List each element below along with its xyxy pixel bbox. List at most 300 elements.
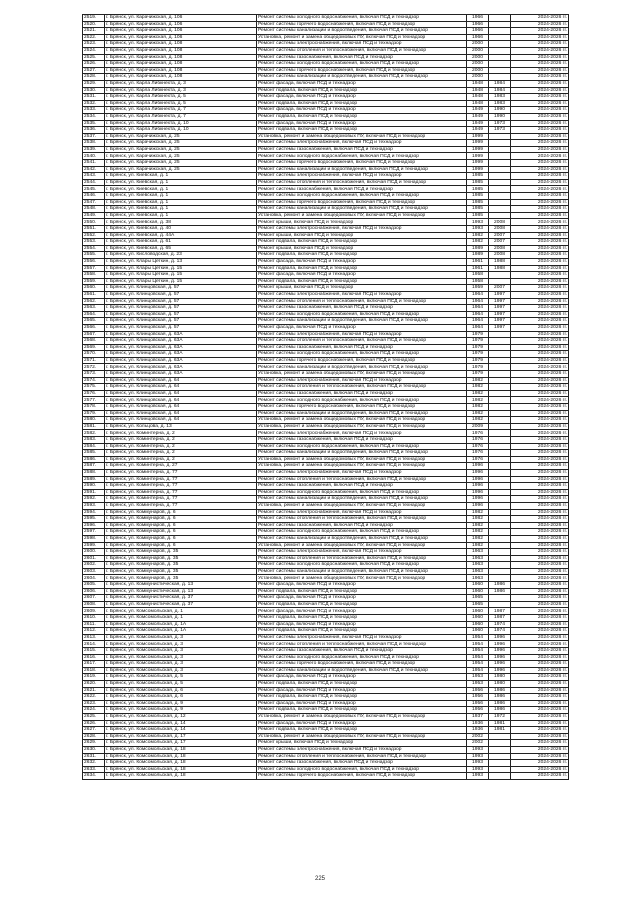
- row-number: 2609.: [83, 608, 105, 615]
- year-built-cell: 1964: [467, 298, 489, 305]
- address-cell: г. Брянск, ул. Киевская, д. 1: [105, 199, 257, 206]
- year-renovated-cell: [489, 450, 511, 457]
- address-cell: г. Брянск, ул. Клинцовская, д. 63А: [105, 371, 257, 378]
- period-cell: 2024-2026 гг.: [511, 212, 569, 219]
- table-row: [83, 41, 569, 48]
- year-renovated-cell: [489, 193, 511, 200]
- work-type-cell: Ремонт подвала, включая ПСД и технадзор: [257, 278, 467, 285]
- period-cell: 2024-2026 гг.: [511, 219, 569, 226]
- period-cell: 2024-2026 гг.: [511, 61, 569, 68]
- period-cell: 2024-2026 гг.: [511, 239, 569, 246]
- work-type-cell: Установка, ремонт и замена общедомовых ПУ, включая ПСД и технадзор: [257, 423, 467, 430]
- year-built-cell: 1982: [467, 390, 489, 397]
- period-cell: 2024-2026 гг.: [511, 661, 569, 668]
- work-type-cell: Ремонт системы отопления и теплоснабжения, включая ПСД и технадзор: [257, 298, 467, 305]
- period-cell: 2024-2026 гг.: [511, 28, 569, 35]
- period-cell: 2024-2026 гг.: [511, 226, 569, 233]
- period-cell: 2024-2026 гг.: [511, 746, 569, 753]
- address-cell: г. Брянск, ул. Киевская, д. 1: [105, 212, 257, 219]
- work-type-cell: Ремонт подвала, включая ПСД и технадзор: [257, 127, 467, 134]
- address-cell: г. Брянск, ул. Киевская, д. 1: [105, 206, 257, 213]
- work-type-cell: Ремонт подвала, включая ПСД и технадзор: [257, 252, 467, 259]
- address-cell: г. Брянск, ул. Карла Либкнехта, д. 10: [105, 127, 257, 134]
- table-row: [83, 245, 569, 252]
- address-cell: г. Брянск, ул. Клинцовская, д. 63А: [105, 351, 257, 358]
- row-number: 2569.: [83, 344, 105, 351]
- address-cell: г. Брянск, ул. Карачижская, д. 108: [105, 61, 257, 68]
- year-renovated-cell: [489, 516, 511, 523]
- year-built-cell: 1979: [467, 357, 489, 364]
- row-number: 2531.: [83, 94, 105, 101]
- table-row: [83, 535, 569, 542]
- row-number: 2570.: [83, 351, 105, 358]
- year-renovated-cell: 1972: [489, 713, 511, 720]
- address-cell: г. Брянск, ул. Карачижская, д. 106: [105, 34, 257, 41]
- address-cell: г. Брянск, ул. Киевская, д. 38: [105, 219, 257, 226]
- period-cell: 2024-2026 гг.: [511, 74, 569, 81]
- row-number: 2592.: [83, 496, 105, 503]
- table-row: [83, 502, 569, 509]
- year-renovated-cell: [489, 272, 511, 279]
- table-row: [83, 496, 569, 503]
- work-type-cell: Ремонт системы канализации и водоотведения, включая ПСД и технадзор: [257, 74, 467, 81]
- table-row: [83, 15, 569, 22]
- row-number: 2585.: [83, 450, 105, 457]
- work-type-cell: Ремонт системы отопления и теплоснабжения, включая ПСД и технадзор: [257, 47, 467, 54]
- year-renovated-cell: [489, 390, 511, 397]
- year-built-cell: 1982: [467, 397, 489, 404]
- year-renovated-cell: [489, 173, 511, 180]
- year-renovated-cell: 1988: [489, 258, 511, 265]
- row-number: 2584.: [83, 443, 105, 450]
- row-number: 2576.: [83, 390, 105, 397]
- table-row: [83, 621, 569, 628]
- period-cell: 2024-2026 гг.: [511, 173, 569, 180]
- period-cell: 2024-2026 гг.: [511, 410, 569, 417]
- year-built-cell: 1976: [467, 437, 489, 444]
- year-renovated-cell: 1996: [489, 634, 511, 641]
- year-built-cell: 1964: [467, 305, 489, 312]
- address-cell: г. Брянск, ул. Клинцовская, д. 64: [105, 410, 257, 417]
- table-row: [83, 641, 569, 648]
- work-type-cell: Ремонт системы канализации и водоотведения, включая ПСД и технадзор: [257, 318, 467, 325]
- period-cell: 2024-2026 гг.: [511, 318, 569, 325]
- work-type-cell: Ремонт системы холодного водоснабжения, включая ПСД и технадзор: [257, 15, 467, 22]
- address-cell: г. Брянск, ул. Кисловодская, д. 23: [105, 252, 257, 259]
- year-renovated-cell: [489, 199, 511, 206]
- period-cell: 2024-2026 гг.: [511, 667, 569, 674]
- table-row: [83, 680, 569, 687]
- work-type-cell: Ремонт системы холодного водоснабжения, включая ПСД и технадзор: [257, 193, 467, 200]
- work-type-cell: Ремонт системы канализации и водоотведения, включая ПСД и технадзор: [257, 568, 467, 575]
- work-type-cell: Ремонт фасада, включая ПСД и технадзор: [257, 272, 467, 279]
- table-row: [83, 766, 569, 773]
- address-cell: г. Брянск, ул. Клинцовская, д. 57: [105, 311, 257, 318]
- year-renovated-cell: [489, 469, 511, 476]
- year-renovated-cell: 1986: [489, 694, 511, 701]
- table-row: [83, 575, 569, 582]
- address-cell: г. Брянск, ул. Коммунаров, д. 35: [105, 568, 257, 575]
- year-renovated-cell: 1988: [489, 265, 511, 272]
- row-number: 2625.: [83, 713, 105, 720]
- year-built-cell: 1982: [467, 377, 489, 384]
- year-built-cell: 1960: [467, 588, 489, 595]
- year-renovated-cell: [489, 384, 511, 391]
- year-renovated-cell: [489, 153, 511, 160]
- period-cell: 2024-2026 гг.: [511, 555, 569, 562]
- table-row: [83, 133, 569, 140]
- period-cell: 2024-2026 гг.: [511, 489, 569, 496]
- year-renovated-cell: 1986: [489, 588, 511, 595]
- year-built-cell: 1982: [467, 542, 489, 549]
- period-cell: 2024-2026 гг.: [511, 15, 569, 22]
- address-cell: г. Брянск, ул. Клары Цеткин, д. 15: [105, 265, 257, 272]
- table-row: [83, 720, 569, 727]
- year-renovated-cell: [489, 483, 511, 490]
- row-number: 2565.: [83, 318, 105, 325]
- table-row: [83, 61, 569, 68]
- year-renovated-cell: [489, 54, 511, 61]
- year-built-cell: 1964: [467, 318, 489, 325]
- table-row: [83, 437, 569, 444]
- row-number: 2612.: [83, 628, 105, 635]
- row-number: 2577.: [83, 397, 105, 404]
- row-number: 2533.: [83, 107, 105, 114]
- year-renovated-cell: [489, 364, 511, 371]
- work-type-cell: Ремонт подвала, включая ПСД и технадзор: [257, 601, 467, 608]
- work-type-cell: Ремонт системы газоснабжения, включая ПСД и технадзор: [257, 390, 467, 397]
- work-type-cell: Ремонт системы горячего водоснабжения, включая ПСД и технадзор: [257, 357, 467, 364]
- table-row: [83, 265, 569, 272]
- period-cell: 2024-2026 гг.: [511, 371, 569, 378]
- year-renovated-cell: 1983: [489, 94, 511, 101]
- row-number: 2527.: [83, 67, 105, 74]
- row-number: 2623.: [83, 700, 105, 707]
- table-row: [83, 153, 569, 160]
- year-renovated-cell: [489, 555, 511, 562]
- table-row: [83, 423, 569, 430]
- period-cell: 2024-2026 гг.: [511, 232, 569, 239]
- row-number: 2550.: [83, 219, 105, 226]
- year-renovated-cell: [489, 212, 511, 219]
- work-type-cell: Установка, ремонт и замена общедомовых ПУ, включая ПСД и технадзор: [257, 733, 467, 740]
- year-built-cell: 1966: [467, 28, 489, 35]
- table-row: [83, 324, 569, 331]
- table-row: [83, 120, 569, 127]
- address-cell: г. Брянск, ул. Коммунаров, д. 6: [105, 516, 257, 523]
- table-row: [83, 562, 569, 569]
- year-built-cell: 1979: [467, 344, 489, 351]
- row-number: 2575.: [83, 384, 105, 391]
- year-renovated-cell: 1996: [489, 654, 511, 661]
- year-renovated-cell: [489, 740, 511, 747]
- address-cell: г. Брянск, ул. Комсомольская, д. 3: [105, 648, 257, 655]
- row-number: 2588.: [83, 469, 105, 476]
- year-built-cell: 1958: [467, 272, 489, 279]
- address-cell: г. Брянск, ул. Карла Либкнехта, д. 7: [105, 107, 257, 114]
- address-cell: г. Брянск, ул. Коминтерна, д. 77: [105, 469, 257, 476]
- period-cell: 2024-2026 гг.: [511, 740, 569, 747]
- year-built-cell: 1982: [467, 417, 489, 424]
- period-cell: 2024-2026 гг.: [511, 120, 569, 127]
- period-cell: 2024-2026 гг.: [511, 529, 569, 536]
- period-cell: 2024-2026 гг.: [511, 384, 569, 391]
- table-row: [83, 483, 569, 490]
- address-cell: г. Брянск, ул. Комсомольская, д. 18: [105, 766, 257, 773]
- address-cell: г. Брянск, ул. Киевская, д. 1: [105, 173, 257, 180]
- address-cell: г. Брянск, ул. Клинцовская, д. 57: [105, 324, 257, 331]
- row-number: 2586.: [83, 456, 105, 463]
- period-cell: 2024-2026 гг.: [511, 648, 569, 655]
- period-cell: 2024-2026 гг.: [511, 608, 569, 615]
- work-type-cell: Установка, ремонт и замена общедомовых ПУ, включая ПСД и технадзор: [257, 456, 467, 463]
- address-cell: г. Брянск, ул. Карачижская, д. 25: [105, 146, 257, 153]
- address-cell: г. Брянск, ул. Комсомольская, д. 6: [105, 687, 257, 694]
- row-number: 2620.: [83, 680, 105, 687]
- row-number: 2626.: [83, 720, 105, 727]
- year-renovated-cell: 2007: [489, 232, 511, 239]
- table-row: [83, 318, 569, 325]
- year-renovated-cell: 2008: [489, 252, 511, 259]
- work-type-cell: Ремонт системы электроснабжения, включая ПСД и технадзор: [257, 331, 467, 338]
- table-row: [83, 397, 569, 404]
- work-type-cell: Ремонт системы электроснабжения, включая ПСД и технадзор: [257, 430, 467, 437]
- period-cell: 2024-2026 гг.: [511, 773, 569, 780]
- row-number: 2590.: [83, 483, 105, 490]
- year-built-cell: 2000: [467, 61, 489, 68]
- period-cell: 2024-2026 гг.: [511, 311, 569, 318]
- period-cell: 2024-2026 гг.: [511, 338, 569, 345]
- period-cell: 2024-2026 гг.: [511, 21, 569, 28]
- work-type-cell: Ремонт системы электроснабжения, включая ПСД и технадзор: [257, 226, 467, 233]
- row-number: 2631.: [83, 753, 105, 760]
- period-cell: 2024-2026 гг.: [511, 674, 569, 681]
- year-built-cell: 1956: [467, 687, 489, 694]
- year-built-cell: 1985: [467, 173, 489, 180]
- table-row: [83, 648, 569, 655]
- work-type-cell: Ремонт крыши, включая ПСД и технадзор: [257, 245, 467, 252]
- period-cell: 2024-2026 гг.: [511, 377, 569, 384]
- table-row: [83, 47, 569, 54]
- address-cell: г. Брянск, ул. Коминтерна, д. 77: [105, 496, 257, 503]
- period-cell: 2024-2026 гг.: [511, 753, 569, 760]
- address-cell: г. Брянск, ул. Киевская, д. 44А: [105, 232, 257, 239]
- work-type-cell: Ремонт системы холодного водоснабжения, включая ПСД и технадзор: [257, 153, 467, 160]
- row-number: 2628.: [83, 733, 105, 740]
- period-cell: 2024-2026 гг.: [511, 582, 569, 589]
- year-built-cell: 1989: [467, 245, 489, 252]
- year-built-cell: 1960: [467, 615, 489, 622]
- year-built-cell: 2000: [467, 74, 489, 81]
- year-built-cell: 1999: [467, 166, 489, 173]
- year-renovated-cell: [489, 351, 511, 358]
- row-number: 2596.: [83, 522, 105, 529]
- work-type-cell: Ремонт системы газоснабжения, включая ПСД и технадзор: [257, 760, 467, 767]
- table-row: [83, 568, 569, 575]
- work-type-cell: Ремонт системы горячего водоснабжения, включая ПСД и технадзор: [257, 404, 467, 411]
- work-type-cell: Ремонт системы канализации и водоотведения, включая ПСД и технадзор: [257, 667, 467, 674]
- table-row: [83, 654, 569, 661]
- address-cell: г. Брянск, ул. Клинцовская, д. 57: [105, 298, 257, 305]
- year-built-cell: 1956: [467, 694, 489, 701]
- work-type-cell: Ремонт крыши, включая ПСД и технадзор: [257, 285, 467, 292]
- work-type-cell: Ремонт подвала, включая ПСД и технадзор: [257, 100, 467, 107]
- year-renovated-cell: 1996: [489, 641, 511, 648]
- year-built-cell: 1985: [467, 206, 489, 213]
- row-number: 2554.: [83, 245, 105, 252]
- year-built-cell: 1985: [467, 186, 489, 193]
- table-row: [83, 476, 569, 483]
- year-built-cell: 1949: [467, 120, 489, 127]
- row-number: 2520.: [83, 21, 105, 28]
- work-type-cell: Ремонт системы газоснабжения, включая ПСД и технадзор: [257, 344, 467, 351]
- year-built-cell: 1948: [467, 100, 489, 107]
- year-built-cell: 1959: [467, 285, 489, 292]
- year-renovated-cell: 1987: [489, 615, 511, 622]
- table-row: [83, 212, 569, 219]
- year-renovated-cell: 1986: [489, 582, 511, 589]
- address-cell: г. Брянск, ул. Коммунаров, д. 6: [105, 542, 257, 549]
- address-cell: г. Брянск, ул. Клинцовская, д. 64: [105, 397, 257, 404]
- row-number: 2528.: [83, 74, 105, 81]
- year-renovated-cell: [489, 476, 511, 483]
- work-type-cell: Ремонт фасада, включая ПСД и технадзор: [257, 324, 467, 331]
- address-cell: г. Брянск, ул. Карачижская, д. 25: [105, 153, 257, 160]
- table-row: [83, 291, 569, 298]
- work-type-cell: Ремонт фасада, включая ПСД и технадзор: [257, 621, 467, 628]
- address-cell: г. Брянск, ул. Коминтерна, д. 2: [105, 443, 257, 450]
- year-renovated-cell: [489, 489, 511, 496]
- year-built-cell: 1965: [467, 595, 489, 602]
- year-renovated-cell: [489, 766, 511, 773]
- year-renovated-cell: [489, 443, 511, 450]
- address-cell: г. Брянск, ул. Коммунаров, д. 6: [105, 535, 257, 542]
- row-number: 2597.: [83, 529, 105, 536]
- work-type-cell: Ремонт фасада, включая ПСД и технадзор: [257, 582, 467, 589]
- year-built-cell: 1966: [467, 34, 489, 41]
- year-renovated-cell: [489, 186, 511, 193]
- table-row: [83, 80, 569, 87]
- row-number: 2541.: [83, 160, 105, 167]
- period-cell: 2024-2026 гг.: [511, 278, 569, 285]
- year-built-cell: 1996: [467, 463, 489, 470]
- table-row: [83, 390, 569, 397]
- period-cell: 2024-2026 гг.: [511, 483, 569, 490]
- table-row: [83, 311, 569, 318]
- table-row: [83, 582, 569, 589]
- row-number: 2618.: [83, 667, 105, 674]
- table-row: [83, 417, 569, 424]
- address-cell: г. Брянск, ул. Карла Либкнехта, д. 5: [105, 100, 257, 107]
- row-number: 2619.: [83, 674, 105, 681]
- row-number: 2542.: [83, 166, 105, 173]
- year-renovated-cell: [489, 133, 511, 140]
- year-built-cell: 1964: [467, 324, 489, 331]
- year-built-cell: 1960: [467, 582, 489, 589]
- year-renovated-cell: [489, 456, 511, 463]
- address-cell: г. Брянск, ул. Коммунистическая, д. 13: [105, 582, 257, 589]
- row-number: 2587.: [83, 463, 105, 470]
- period-cell: 2024-2026 гг.: [511, 193, 569, 200]
- table-row: [83, 28, 569, 35]
- table-row: [83, 522, 569, 529]
- row-number: 2522.: [83, 34, 105, 41]
- year-renovated-cell: [489, 509, 511, 516]
- work-type-cell: Установка, ремонт и замена общедомовых ПУ, включая ПСД и технадзор: [257, 502, 467, 509]
- table-row: [83, 740, 569, 747]
- period-cell: 2024-2026 гг.: [511, 727, 569, 734]
- period-cell: 2024-2026 гг.: [511, 601, 569, 608]
- address-cell: г. Брянск, ул. Клинцовская, д. 63А: [105, 331, 257, 338]
- period-cell: 2024-2026 гг.: [511, 113, 569, 120]
- period-cell: 2024-2026 гг.: [511, 568, 569, 575]
- row-number: 2594.: [83, 509, 105, 516]
- row-number: 2593.: [83, 502, 105, 509]
- table-row: [83, 285, 569, 292]
- period-cell: 2024-2026 гг.: [511, 140, 569, 147]
- address-cell: г. Брянск, ул. Комсомольская, д. 3: [105, 654, 257, 661]
- table-row: [83, 489, 569, 496]
- row-number: 2605.: [83, 582, 105, 589]
- year-renovated-cell: [489, 28, 511, 35]
- address-cell: г. Брянск, ул. Комсомольская, д. 6: [105, 694, 257, 701]
- repair-plan-table: [82, 14, 569, 780]
- year-built-cell: 1963: [467, 568, 489, 575]
- period-cell: 2024-2026 гг.: [511, 344, 569, 351]
- address-cell: г. Брянск, ул. Комсомольская, д. 12: [105, 713, 257, 720]
- row-number: 2634.: [83, 773, 105, 780]
- year-built-cell: 1953: [467, 674, 489, 681]
- work-type-cell: Ремонт системы газоснабжения, включая ПСД и технадзор: [257, 437, 467, 444]
- row-number: 2534.: [83, 113, 105, 120]
- work-type-cell: Ремонт системы газоснабжения, включая ПСД и технадзор: [257, 305, 467, 312]
- work-type-cell: Ремонт подвала, включая ПСД и технадзор: [257, 615, 467, 622]
- year-built-cell: 1999: [467, 140, 489, 147]
- work-type-cell: Ремонт системы газоснабжения, включая ПСД и технадзор: [257, 54, 467, 61]
- period-cell: 2024-2026 гг.: [511, 509, 569, 516]
- period-cell: 2024-2026 гг.: [511, 54, 569, 61]
- address-cell: г. Брянск, ул. Киевская, д. 61: [105, 239, 257, 246]
- year-built-cell: 1954: [467, 654, 489, 661]
- address-cell: г. Брянск, ул. Комсомольская, д. 18: [105, 760, 257, 767]
- year-built-cell: 1956: [467, 707, 489, 714]
- year-built-cell: 1953: [467, 680, 489, 687]
- period-cell: 2024-2026 гг.: [511, 160, 569, 167]
- row-number: 2601.: [83, 555, 105, 562]
- work-type-cell: Ремонт системы электроснабжения, включая ПСД и технадзор: [257, 746, 467, 753]
- table-row: [83, 338, 569, 345]
- period-cell: 2024-2026 гг.: [511, 430, 569, 437]
- table-row: [83, 555, 569, 562]
- work-type-cell: Ремонт системы канализации и водоотведения, включая ПСД и технадзор: [257, 166, 467, 173]
- period-cell: 2024-2026 гг.: [511, 687, 569, 694]
- address-cell: г. Брянск, ул. Клинцовская, д. 63А: [105, 357, 257, 364]
- period-cell: 2024-2026 гг.: [511, 463, 569, 470]
- row-number: 2566.: [83, 324, 105, 331]
- year-built-cell: 1979: [467, 364, 489, 371]
- work-type-cell: Ремонт системы газоснабжения, включая ПСД и технадзор: [257, 483, 467, 490]
- address-cell: г. Брянск, ул. Карачижская, д. 25: [105, 160, 257, 167]
- address-cell: г. Брянск, ул. Комсомольская, д. 1А: [105, 621, 257, 628]
- address-cell: г. Брянск, ул. Клинцовская, д. 57: [105, 291, 257, 298]
- year-renovated-cell: 1997: [489, 324, 511, 331]
- year-built-cell: 1966: [467, 21, 489, 28]
- address-cell: г. Брянск, ул. Клинцовская, д. 57: [105, 285, 257, 292]
- year-renovated-cell: [489, 34, 511, 41]
- address-cell: г. Брянск, ул. Клинцовская, д. 57: [105, 318, 257, 325]
- work-type-cell: Ремонт системы электроснабжения, включая ПСД и технадзор: [257, 140, 467, 147]
- work-type-cell: Ремонт системы отопления и теплоснабжения, включая ПСД и технадзор: [257, 476, 467, 483]
